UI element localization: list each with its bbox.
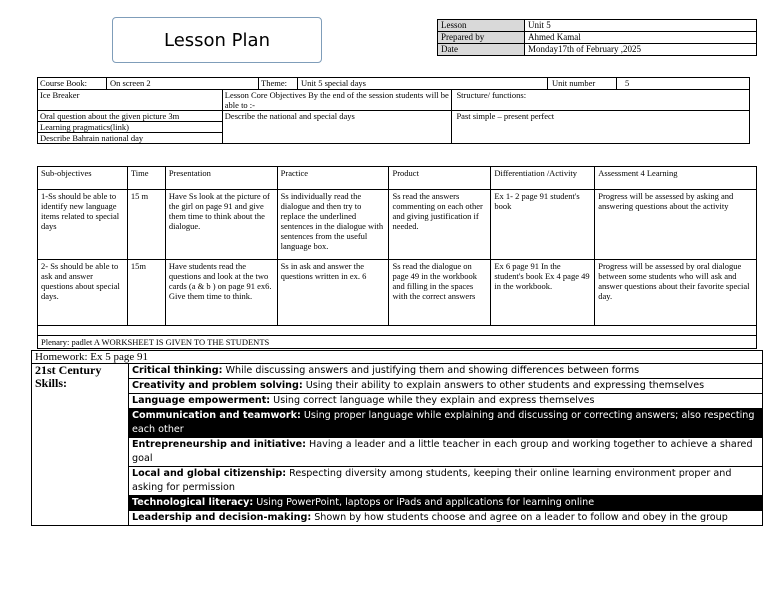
- header-cell: Practice: [277, 167, 389, 190]
- ice-breaker-item: Describe Bahrain national day: [40, 133, 144, 143]
- cell-presentation: Have students read the questions and look at the two cards (a & b ) on page 91 ex6. Give them time to think.: [165, 260, 277, 326]
- skill-row: [32, 409, 763, 438]
- page-title: Lesson Plan: [112, 17, 322, 63]
- meta-row-date: [438, 44, 757, 56]
- skill-row: [32, 394, 763, 409]
- meta-label: Prepared by: [438, 32, 525, 44]
- course-book-value: On screen 2: [107, 78, 259, 89]
- skill-text: While discussing answers and justifying them and showing differences between forms: [222, 365, 640, 376]
- skill-text: Using PowerPoint, laptops or iPads and applications for learning online: [253, 497, 595, 508]
- course-objectives-table: [37, 77, 750, 144]
- spacer-row: [38, 326, 757, 336]
- header-cell: Assessment 4 Learning: [595, 167, 757, 190]
- ice-breaker-label: Ice Breaker: [38, 90, 223, 111]
- cell-sub-objective: 2- Ss should be able to ask and answer questions about special days.: [38, 260, 128, 326]
- objectives-header: Lesson Core Objectives By the end of the session students will be able to :-: [222, 90, 452, 111]
- skill-name: Language empowerment:: [132, 395, 271, 406]
- cell-differentiation: Ex 6 page 91 In the student's book Ex 4 page 49 in the workbook.: [491, 260, 595, 326]
- skill-item: [129, 394, 763, 409]
- plenary-text: Plenary: padlet A WORKSHEET IS GIVEN TO THE STUDENTS: [38, 336, 757, 349]
- skill-row: [32, 511, 763, 526]
- skill-name: Entrepreneurship and initiative:: [132, 439, 306, 450]
- cell-sub-objective: 1-Ss should be able to identify new language items related to special days: [38, 190, 128, 260]
- skill-name: Leadership and decision-making:: [132, 512, 312, 523]
- skill-name: Communication and teamwork:: [132, 410, 301, 421]
- skills-label-line1: 21st Century: [35, 363, 102, 377]
- cell-product: Ss read the dialogue on page 49 in the workbook and filling in the spaces with the correct answers: [389, 260, 491, 326]
- skill-item: [129, 511, 763, 526]
- skills-table: [31, 363, 763, 526]
- skill-text: Having a leader and a little teacher in each group and working together to achieve a shared goal: [132, 439, 753, 464]
- skill-name: Technological literacy:: [132, 497, 254, 508]
- ice-breaker-list: [38, 111, 223, 144]
- header-cell: Differentiation /Activity: [491, 167, 595, 190]
- homework-text: Homework: Ex 5 page 91: [31, 350, 763, 363]
- skill-text: Using correct language while they explain and express themselves: [270, 395, 595, 406]
- theme-value: Unit 5 special days: [298, 78, 548, 89]
- cell-time: 15m: [127, 260, 165, 326]
- plenary-row: [38, 336, 757, 349]
- skill-text: Respecting diversity among students, keeping their online learning environment proper and asking for permission: [132, 468, 732, 493]
- header-cell: Sub-objectives: [38, 167, 128, 190]
- skills-label-line2: Skills:: [35, 376, 68, 390]
- course-book-label: Course Book:: [38, 78, 107, 89]
- skill-name: Critical thinking:: [132, 365, 223, 376]
- plan-header-row: [38, 167, 757, 190]
- objectives-header-row: [38, 90, 750, 111]
- empty-cell: [38, 326, 757, 336]
- skill-item: [129, 409, 763, 438]
- meta-row-lesson: [438, 20, 757, 32]
- cell-presentation: Have Ss look at the picture of the girl on page 91 and give them time to think about the dialogue.: [165, 190, 277, 260]
- ice-breaker-item: Oral question about the given picture 3m: [38, 111, 222, 122]
- cell-time: 15 m: [127, 190, 165, 260]
- skill-row: [32, 364, 763, 379]
- skill-name: Local and global citizenship:: [132, 468, 287, 479]
- cell-assessment: Progress will be assessed by oral dialogue between some students who will ask and answer questions about their favorite special day.: [595, 260, 757, 326]
- meta-value: Ahmed Kamal: [525, 32, 757, 44]
- meta-value: Unit 5: [525, 20, 757, 32]
- skill-row: [32, 496, 763, 511]
- header-cell: Product: [389, 167, 491, 190]
- skills-label: [32, 364, 129, 526]
- lesson-meta-table: [437, 19, 757, 56]
- objectives-content-row: [38, 111, 750, 144]
- cell-assessment: Progress will be assessed by asking and answering questions about the activity: [595, 190, 757, 260]
- skill-row: [32, 379, 763, 394]
- meta-label: Date: [438, 44, 525, 56]
- skill-item: [129, 364, 763, 379]
- objective-text: Describe the national and special days: [222, 111, 452, 144]
- theme-label: Theme:: [259, 78, 298, 89]
- course-row: [38, 78, 750, 90]
- skill-name: Creativity and problem solving:: [132, 380, 303, 391]
- skill-text: Using their ability to explain answers to other students and expressing themselves: [302, 380, 705, 391]
- skill-item: [129, 438, 763, 467]
- skill-item: [129, 467, 763, 496]
- unit-number-value: 5: [625, 78, 630, 88]
- cell-differentiation: Ex 1- 2 page 91 student's book: [491, 190, 595, 260]
- meta-label: Lesson: [438, 20, 525, 32]
- meta-row-prepared-by: [438, 32, 757, 44]
- table-row: [38, 260, 757, 326]
- header-cell: Presentation: [165, 167, 277, 190]
- ice-breaker-item: Learning pragmatics(link): [38, 122, 222, 133]
- structure-header: Structure/ functions:: [452, 90, 750, 111]
- cell-product: Ss read the answers commenting on each other and giving justification if needed.: [389, 190, 491, 260]
- meta-value: Monday17th of February ,2025: [525, 44, 757, 56]
- skill-item: [129, 496, 763, 511]
- unit-number-label: Unit number: [548, 78, 617, 89]
- header-cell: Time: [127, 167, 165, 190]
- skill-item: [129, 379, 763, 394]
- skill-row: [32, 438, 763, 467]
- cell-practice: Ss in ask and answer the questions written in ex. 6: [277, 260, 389, 326]
- lesson-plan-table: [37, 166, 757, 349]
- skill-text: Using proper language while explaining and discussing or correcting answers; also respecting each other: [132, 410, 755, 435]
- table-row: [38, 190, 757, 260]
- skill-text: Shown by how students choose and agree on a leader to follow and obey in the group: [311, 512, 728, 523]
- structure-text: Past simple – present perfect: [452, 111, 750, 144]
- skill-row: [32, 467, 763, 496]
- cell-practice: Ss individually read the dialogue and then try to replace the underlined sentences in the dialogue with sentences from the useful language box.: [277, 190, 389, 260]
